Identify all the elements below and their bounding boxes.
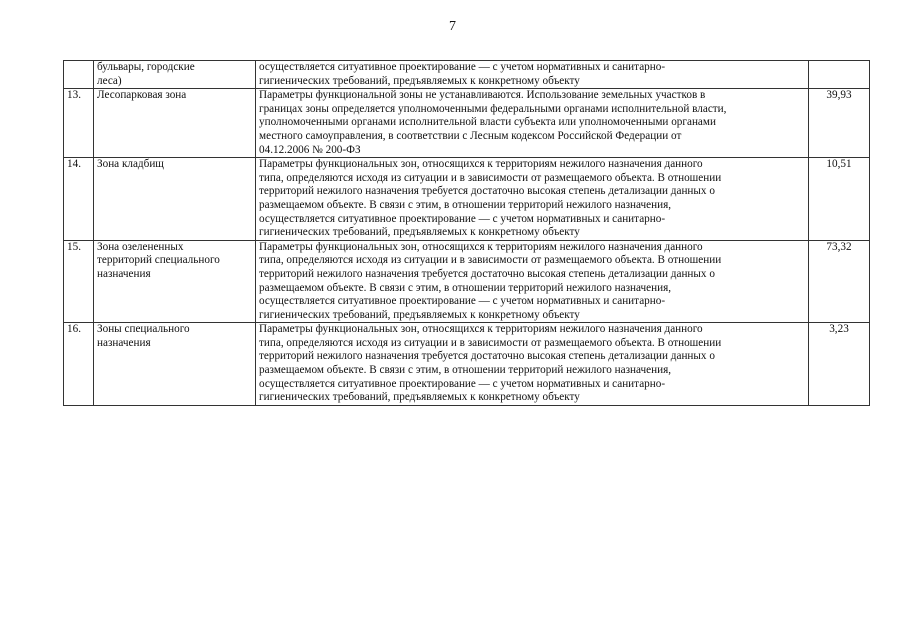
zone-description-cell (256, 158, 809, 241)
zone-name-line: Лесопарковая зона (97, 89, 187, 102)
zone-name-line: территорий специального (97, 254, 220, 267)
table-row (64, 89, 870, 158)
zone-description-line: Параметры функциональных зон, относящихся к территориям нежилого назначения данного (259, 240, 703, 253)
zone-description-cell (256, 240, 809, 323)
zone-name-line: бульвары, городские (97, 61, 195, 73)
zone-description-line: территорий нежилого назначения требуется достаточно высокая степень детализации данных о (259, 350, 715, 363)
zone-description-line: территорий нежилого назначения требуется достаточно высокая степень детализации данных о (259, 267, 715, 280)
zone-description-line: границах зоны определяется уполномоченными федеральными органами исполнительной власти, (259, 102, 727, 115)
table-row (64, 240, 870, 323)
zone-area-value-cell (809, 61, 870, 89)
zone-name-line: леса) (97, 74, 122, 87)
zone-name-line: назначения (97, 267, 151, 280)
zone-description-line: типа, определяются исходя из ситуации и в зависимости от размещаемого объекта. В отношении (259, 254, 722, 267)
zone-name-line: назначения (97, 336, 151, 349)
zone-name-cell (94, 323, 256, 406)
zone-name-line: Зоны специального (97, 323, 190, 336)
zone-description-line: осуществляется ситуативное проектирование — с учетом нормативных и санитарно- (259, 295, 666, 308)
zone-area-value-cell: 3,23 (809, 323, 870, 406)
zone-description-cell (256, 89, 809, 158)
zone-description-line: Параметры функциональной зоны не устанавливаются. Использование земельных участков в (259, 89, 706, 102)
zone-description-line: типа, определяются исходя из ситуации и в зависимости от размещаемого объекта. В отношении (259, 336, 722, 349)
zone-name-cell (94, 158, 256, 241)
zone-description-cell (256, 61, 809, 89)
zone-description-line: местного самоуправления, в соответствии с Лесным кодексом Российской Федерации от (259, 129, 682, 142)
zone-description-line: территорий нежилого назначения требуется достаточно высокая степень детализации данных о (259, 185, 715, 198)
zone-name-cell (94, 61, 256, 89)
table-body (64, 61, 870, 406)
zone-description-cell (256, 323, 809, 406)
zone-area-value-cell: 10,51 (809, 158, 870, 241)
zone-description-line: размещаемом объекте. В связи с этим, в отношении территорий нежилого назначения, (259, 281, 672, 294)
zone-description-line: типа, определяются исходя из ситуации и в зависимости от размещаемого объекта. В отношении (259, 171, 722, 184)
table-row (64, 323, 870, 406)
zone-description-line: уполномоченными органами исполнительной власти субъекта или уполномоченными органами (259, 116, 716, 129)
zone-description-line: 04.12.2006 № 200-ФЗ (259, 143, 361, 156)
zone-area-value-cell: 39,93 (809, 89, 870, 158)
row-number-cell: 16. (64, 323, 94, 406)
row-number-cell: 14. (64, 158, 94, 241)
table-row (64, 158, 870, 241)
row-number-cell (64, 61, 94, 89)
zone-description-line: гигиенических требований, предъявляемых к конкретному объекту (259, 308, 580, 321)
table-row (64, 61, 870, 89)
zone-description-line: осуществляется ситуативное проектирование — с учетом нормативных и санитарно- (259, 61, 666, 73)
row-number-cell: 15. (64, 240, 94, 323)
zone-name-cell (94, 89, 256, 158)
zone-description-line: осуществляется ситуативное проектирование — с учетом нормативных и санитарно- (259, 212, 666, 225)
zone-area-value-cell: 73,32 (809, 240, 870, 323)
zone-description-line: гигиенических требований, предъявляемых к конкретному объекту (259, 226, 580, 239)
zone-description-line: гигиенических требований, предъявляемых к конкретному объекту (259, 391, 580, 404)
zone-description-line: размещаемом объекте. В связи с этим, в отношении территорий нежилого назначения, (259, 198, 672, 211)
zone-description-line: осуществляется ситуативное проектирование — с учетом нормативных и санитарно- (259, 377, 666, 390)
zone-name-cell (94, 240, 256, 323)
zone-name-line: Зона кладбищ (97, 158, 164, 171)
page-number: 7 (449, 19, 456, 34)
zone-description-line: Параметры функциональных зон, относящихся к территориям нежилого назначения данного (259, 158, 703, 171)
zone-description-line: Параметры функциональных зон, относящихся к территориям нежилого назначения данного (259, 323, 703, 336)
zone-description-line: гигиенических требований, предъявляемых к конкретному объекту (259, 74, 580, 87)
row-number-cell: 13. (64, 89, 94, 158)
zone-description-line: размещаемом объекте. В связи с этим, в отношении территорий нежилого назначения, (259, 364, 672, 377)
zones-table (63, 60, 870, 406)
zone-name-line: Зона озелененных (97, 240, 184, 253)
